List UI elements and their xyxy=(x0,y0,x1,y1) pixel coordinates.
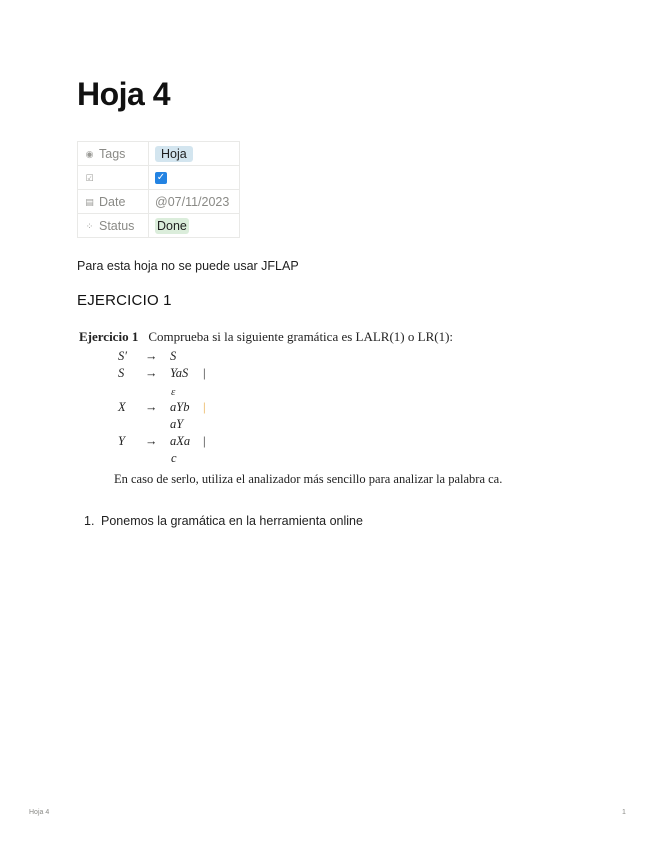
grammar-rhs: aY xyxy=(170,417,184,431)
grammar-arrow: → xyxy=(145,400,158,414)
property-row-tags[interactable] xyxy=(78,142,240,166)
list-number: 1. xyxy=(84,514,95,528)
exercise-label: Ejercicio 1 xyxy=(79,329,139,344)
property-value-status[interactable] xyxy=(149,214,240,238)
date-value[interactable]: @07/11/2023 xyxy=(155,194,230,209)
grammar-arrow: → xyxy=(145,349,158,363)
intro-paragraph: Para esta hoja no se puede usar JFLAP xyxy=(77,259,299,273)
checked-checkbox[interactable]: ✓ xyxy=(156,172,166,184)
property-value-tags[interactable] xyxy=(149,142,240,166)
property-key-status xyxy=(78,214,149,238)
property-key-date xyxy=(78,190,149,214)
tags-key-label: Tags xyxy=(99,146,126,161)
exercise-statement: Comprueba si la siguiente gramática es LALR(1) o LR(1): xyxy=(148,329,454,344)
property-row-date[interactable] xyxy=(78,190,240,214)
footer-page-number: 1 xyxy=(622,809,626,816)
grammar-bar: | xyxy=(203,366,206,380)
date-key-label: Date xyxy=(99,194,126,209)
status-key-label: Status xyxy=(99,218,135,233)
property-value-date[interactable] xyxy=(149,190,240,214)
grammar-arrow: → xyxy=(145,366,158,380)
grammar-rhs: YaS xyxy=(170,366,189,380)
grammar-bar: | xyxy=(203,434,206,448)
grammar-rhs: ε xyxy=(171,386,176,398)
grammar-lhs: Y xyxy=(118,434,125,448)
exercise-closing: En caso de serlo, utiliza el analizador más sencillo para analizar la palabra ca. xyxy=(114,472,503,486)
section-heading: EJERCICIO 1 xyxy=(77,292,172,309)
status-loading-icon: ⁘ xyxy=(85,220,94,231)
grammar-rhs: aYb xyxy=(170,400,190,414)
grammar-lhs: X xyxy=(118,400,126,414)
property-key-checkbox xyxy=(78,166,149,190)
tag-badge[interactable]: Hoja xyxy=(155,146,193,162)
calendar-icon: ▤ xyxy=(85,196,94,207)
tag-target-icon: ◉ xyxy=(85,148,94,159)
checkbox-icon: ☑ xyxy=(85,172,94,183)
properties-table xyxy=(77,141,240,238)
grammar-arrow: → xyxy=(145,434,158,448)
property-row-checkbox[interactable] xyxy=(78,166,240,190)
page-title: Hoja 4 xyxy=(77,76,171,112)
status-badge[interactable]: Done xyxy=(157,218,187,233)
grammar-rhs: S xyxy=(170,349,177,363)
grammar-rhs: c xyxy=(171,451,177,465)
property-row-status[interactable] xyxy=(78,214,240,238)
list-item xyxy=(84,514,363,528)
exercise-statement-line xyxy=(79,329,453,345)
property-value-checkbox[interactable] xyxy=(149,166,240,190)
grammar-lhs: S xyxy=(118,366,125,380)
grammar-lhs: S′ xyxy=(118,349,127,363)
grammar-bar: | xyxy=(203,400,206,414)
property-key-tags xyxy=(78,142,149,166)
footer-page-title: Hoja 4 xyxy=(29,809,50,816)
list-text: Ponemos la gramática en la herramienta online xyxy=(101,514,363,528)
grammar-rhs: aXa xyxy=(170,434,191,448)
